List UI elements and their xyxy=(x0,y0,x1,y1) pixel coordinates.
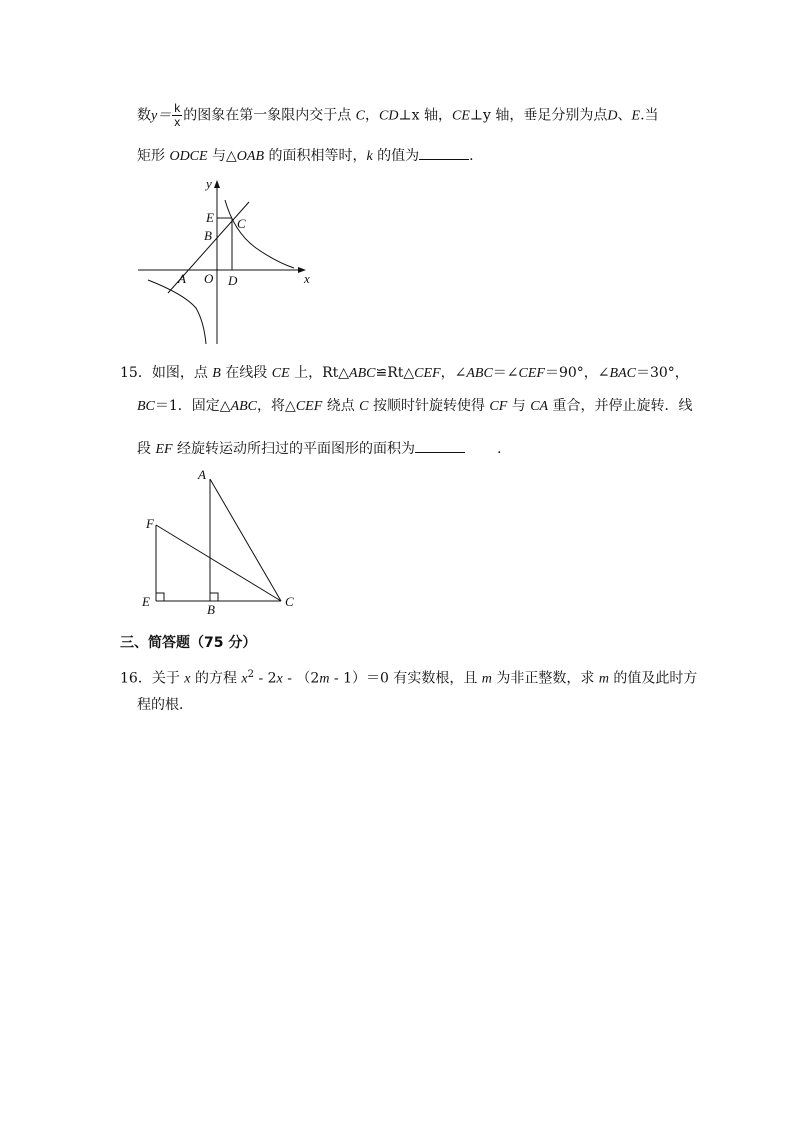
q14-coordinate-figure xyxy=(130,172,330,352)
label-E: E xyxy=(206,210,214,225)
segment-FC xyxy=(156,525,281,601)
label-B: B xyxy=(207,602,215,615)
right-angle-E xyxy=(156,593,164,601)
q14-line-2: 矩形 ODCE 与△OAB 的面积相等时，k 的值为 . xyxy=(137,145,474,167)
q15-line-1: 15．如图，点 B 在线段 CE 上，Rt△ABC≌Rt△CEF，∠ABC＝∠CEF＝90°，∠BAC＝30°， xyxy=(120,365,689,381)
label-D: D xyxy=(228,273,238,288)
q15-line-3: 段 EF 经旋转运动所扫过的平面图形的面积为 . xyxy=(137,438,501,460)
k-over-x-fraction: $\frac{k}{x}$ xyxy=(174,101,181,129)
label-C: C xyxy=(237,216,246,231)
right-angle-B xyxy=(210,593,218,601)
segment-AC xyxy=(210,479,281,601)
q14-line-1: 数y＝ $\frac{k}{x}$ 的图象在第一象限内交于点 C，CD⊥x 轴，CE⊥y 轴，垂足分别为点D、E.当 xyxy=(137,101,659,129)
answer-blank[interactable] xyxy=(419,145,469,160)
label-x: x xyxy=(304,271,310,286)
hyperbola-branch-q1 xyxy=(225,200,294,268)
q16-line-1: 16．关于 x 的方程 $x^2 - 2x - (2m - 1)=0$ 有实数根，且 m 为非正整数，求 m 的值及此时方 xyxy=(120,669,698,687)
y-axis-arrow xyxy=(214,180,220,188)
label-C: C xyxy=(285,594,294,609)
q16-line-2: 程的根． xyxy=(137,697,193,713)
label-E: E xyxy=(142,594,150,609)
label-B: B xyxy=(204,228,212,243)
label-O: O xyxy=(204,271,214,286)
question-number: 16． xyxy=(120,670,152,687)
q15-line-2: BC＝1．固定△ABC，将△CEF 绕点 C 按顺时针旋转使得 CF 与 CA 重合，并停止旋转．线 xyxy=(137,398,693,414)
answer-blank[interactable] xyxy=(415,438,465,453)
label-F: F xyxy=(146,516,154,531)
section-heading: 三、简答题（75 分） xyxy=(120,635,257,651)
label-y: y xyxy=(206,176,212,191)
hyperbola-branch-q3 xyxy=(148,280,206,344)
label-A: A xyxy=(178,271,186,286)
label-A: A xyxy=(198,467,206,482)
q15-triangle-figure xyxy=(135,465,325,615)
question-number: 15． xyxy=(120,365,152,381)
